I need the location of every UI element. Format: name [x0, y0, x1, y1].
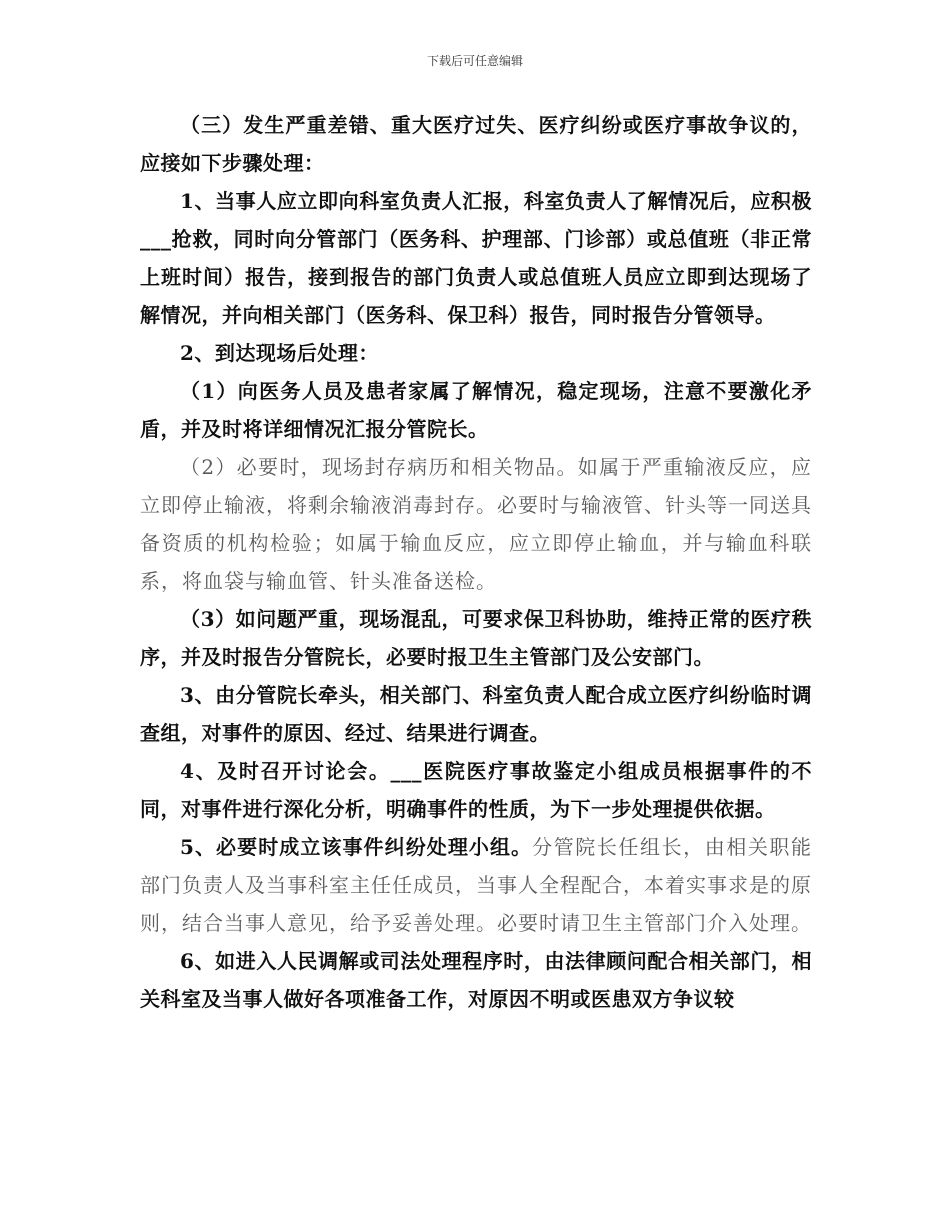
paragraph-step-3: 3、由分管院长牵头，相关部门、科室负责人配合成立医疗纠纷临时调查组，对事件的原因、经过、结果进行调查。 — [140, 683, 812, 745]
paragraph-substep-1: （1）向医务人员及患者家属了解情况，稳定现场，注意不要激化矛盾，并及时将详细情况汇报分管院长。 — [140, 379, 812, 441]
paragraph-step-2: 2、到达现场后处理： — [180, 341, 379, 365]
paragraph-step-5-light: 分管院长任组长，由相关职能部门负责人及当事科室主任任成员，当事人全程配合，本着实事求是的原则，结合当事人意见，给予妥善处理。必要时请卫生主管部门介入处理。 — [140, 835, 813, 935]
paragraph-step-5-bold: 5、必要时成立该事件纠纷处理小组。 — [180, 835, 533, 859]
paragraph-step-6: 6、如进入人民调解或司法处理程序时，由法律顾问配合相关部门，相关科室及当事人做好各项准备工作，对原因不明或医患双方争议较 — [140, 949, 812, 1011]
paragraph-section-3: （三）发生严重差错、重大医疗过失、医疗纠纷或医疗事故争议的，应接如下步骤处理： — [140, 113, 812, 175]
paragraph-step-5 — [140, 828, 812, 942]
paragraph-substep-2: （2）必要时，现场封存病历和相关物品。如属于严重输液反应，应立即停止输液，将剩余输液消毒封存。必要时与输液管、针头等一同送具备资质的机构检验；如属于输血反应，应立即停止输血，并与输血科联系，将血袋与输血管、针头准备送检。 — [140, 455, 812, 593]
paragraph-step-4: 4、及时召开讨论会。___医院医疗事故鉴定小组成员根据事件的不同，对事件进行深化分析，明确事件的性质，为下一步处理提供依据。 — [140, 759, 812, 821]
paragraph-step-1: 1、当事人应立即向科室负责人汇报，科室负责人了解情况后，应积极___抢救，同时向分管部门（医务科、护理部、门诊部）或总值班（非正常上班时间）报告，接到报告的部门负责人或总值班人员应立即到达现场了解情况，并向相关部门（医务科、保卫科）报告，同时报告分管领导。 — [140, 189, 812, 327]
paragraph-substep-3: （3）如问题严重，现场混乱，可要求保卫科协助，维持正常的医疗秩序，并及时报告分管院长，必要时报卫生主管部门及公安部门。 — [140, 607, 812, 669]
page-header: 下载后可任意编辑 — [426, 54, 523, 68]
document-body — [140, 106, 812, 1018]
